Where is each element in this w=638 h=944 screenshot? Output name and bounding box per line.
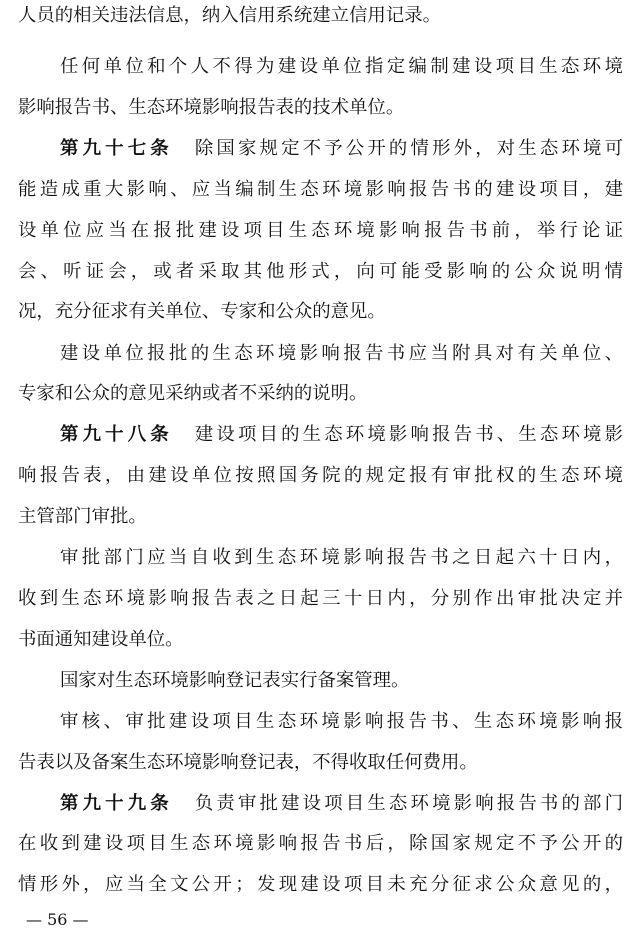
text-line: 建设项目的生态环境影响报告书、生态环境影 bbox=[194, 424, 623, 445]
text-line: 建设单位报批的生态环境影响报告书应当附具对有关单位、 bbox=[60, 343, 623, 364]
article-97-first-line bbox=[60, 134, 623, 164]
article-98-number: 第九十八条 bbox=[60, 424, 173, 445]
text-line: 人员的相关违法信息，纳入信用系统建立信用记录。 bbox=[18, 5, 441, 26]
article-97-number: 第九十七条 bbox=[60, 138, 173, 159]
text-line: 专家和公众的意见采纳或者不采纳的说明。 bbox=[18, 383, 368, 404]
text-line: 任何单位和个人不得为建设单位指定编制建设项目生态环境 bbox=[60, 56, 623, 77]
text-line: 审核、审批建设项目生态环境影响报告书、生态环境影响报 bbox=[60, 711, 623, 732]
text-line: 会、听证会，或者采取其他形式，向可能受影响的公众说明情 bbox=[18, 261, 623, 282]
text-line: 在收到建设项目生态环境影响报告书后，除国家规定不予公开的 bbox=[18, 833, 623, 854]
text-line: 负责审批建设项目生态环境影响报告书的部门 bbox=[194, 793, 623, 814]
text-line: 收到生态环境影响报告表之日起三十日内，分别作出审批决定并 bbox=[18, 588, 623, 609]
article-99-first-line bbox=[60, 789, 623, 819]
text-line: 审批部门应当自收到生态环境影响报告书之日起六十日内， bbox=[60, 547, 623, 568]
text-line: 响报告表，由建设单位按照国务院的规定报有审批权的生态环境 bbox=[18, 465, 623, 486]
page-number: — 56 — bbox=[26, 910, 89, 929]
text-line: 况，充分征求有关单位、专家和公众的意见。 bbox=[18, 301, 386, 322]
article-99-number: 第九十九条 bbox=[60, 793, 173, 814]
article-98-first-line bbox=[60, 420, 623, 450]
text-line: 告表以及备案生态环境影响登记表，不得收取任何费用。 bbox=[18, 752, 478, 773]
text-line: 国家对生态环境影响登记表实行备案管理。 bbox=[60, 670, 410, 691]
text-line: 能造成重大影响、应当编制生态环境影响报告书的建设项目，建 bbox=[18, 179, 623, 200]
text-line: 除国家规定不予公开的情形外，对生态环境可 bbox=[194, 138, 623, 159]
text-line: 设单位应当在报批建设项目生态环境影响报告书前，举行论证 bbox=[18, 220, 623, 241]
text-line: 书面通知建设单位。 bbox=[18, 629, 184, 650]
text-line: 主管部门审批。 bbox=[18, 506, 147, 527]
text-line: 影响报告书、生态环境影响报告表的技术单位。 bbox=[18, 97, 405, 118]
text-line: 情形外，应当全文公开；发现建设项目未充分征求公众意见的， bbox=[18, 874, 623, 895]
